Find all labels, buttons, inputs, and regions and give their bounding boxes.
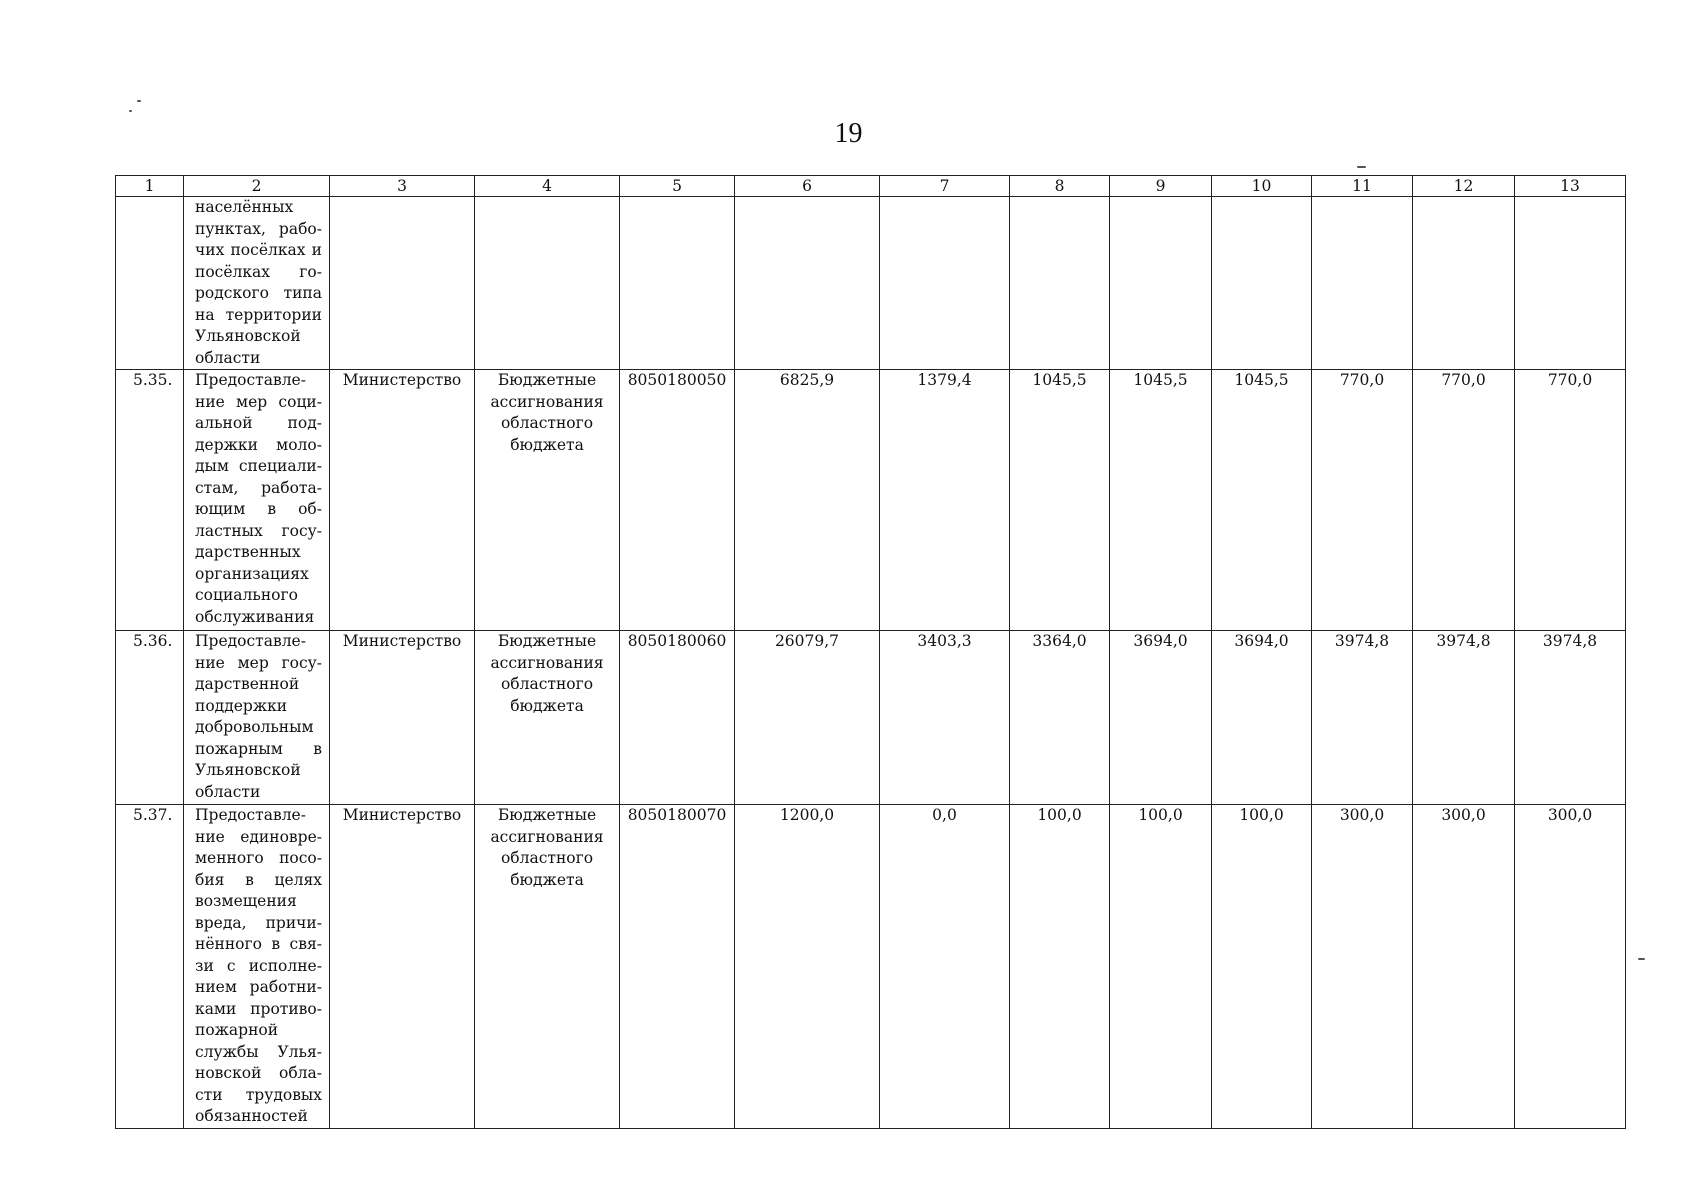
value-cell: 0,0 (880, 805, 1010, 1129)
value-cell: 300,0 (1515, 805, 1626, 1129)
scan-speck (1357, 166, 1366, 168)
column-header: 4 (475, 176, 620, 197)
value-cell: 770,0 (1515, 370, 1626, 631)
budget-code-cell: 8050180050 (620, 370, 735, 631)
value-cell: 3364,0 (1010, 631, 1110, 805)
budget-code-cell: 8050180070 (620, 805, 735, 1129)
executor-cell: Министерство (330, 370, 475, 631)
executor-cell: Министерство (330, 631, 475, 805)
value-cell: 3403,3 (880, 631, 1010, 805)
column-header: 1 (116, 176, 184, 197)
value-cell: 770,0 (1413, 370, 1515, 631)
value-cell: 3974,8 (1515, 631, 1626, 805)
value-cell: 1045,5 (1212, 370, 1312, 631)
value-cell: 3694,0 (1212, 631, 1312, 805)
scan-speck (1638, 958, 1645, 960)
value-cell: 1379,4 (880, 370, 1010, 631)
value-cell: 300,0 (1312, 805, 1413, 1129)
table-row (116, 370, 1626, 631)
column-header: 10 (1212, 176, 1312, 197)
value-cell: 100,0 (1010, 805, 1110, 1129)
value-cell: 100,0 (1110, 805, 1212, 1129)
column-header: 5 (620, 176, 735, 197)
column-header: 12 (1413, 176, 1515, 197)
row-number: 5.37. (116, 805, 184, 1129)
funding-source-cell: Бюджетные ассигнования областного бюджета (475, 805, 620, 1129)
row-number (116, 197, 184, 370)
value-cell (1515, 197, 1626, 370)
funding-source-cell: Бюджетные ассигнования областного бюджета (475, 370, 620, 631)
value-cell (1010, 197, 1110, 370)
value-cell: 26079,7 (735, 631, 880, 805)
value-cell (1413, 197, 1515, 370)
column-header: 11 (1312, 176, 1413, 197)
value-cell (1312, 197, 1413, 370)
table-row (116, 805, 1626, 1129)
table-row (116, 197, 1626, 370)
budget-code-cell (620, 197, 735, 370)
table-header-row (116, 176, 1626, 197)
value-cell: 770,0 (1312, 370, 1413, 631)
funding-source-cell (475, 197, 620, 370)
column-header: 6 (735, 176, 880, 197)
value-cell (735, 197, 880, 370)
value-cell: 3974,8 (1312, 631, 1413, 805)
page-number: 19 (834, 118, 863, 149)
column-header: 13 (1515, 176, 1626, 197)
value-cell: 300,0 (1413, 805, 1515, 1129)
value-cell: 1045,5 (1010, 370, 1110, 631)
measure-description: Предоставление единовременного пособия в целях возмещения вреда, причинённого в связи с исполнением работниками противопожарной службы Ульяновской области трудовых обязанностей (184, 805, 330, 1129)
column-header: 7 (880, 176, 1010, 197)
table-row (116, 631, 1626, 805)
scan-speck (137, 100, 141, 102)
value-cell: 1045,5 (1110, 370, 1212, 631)
row-number: 5.35. (116, 370, 184, 631)
measure-description: Предоставление мер социальной поддержки молодым специалистам, работающим в областных государственных организациях социального обслуживания (184, 370, 330, 631)
value-cell (880, 197, 1010, 370)
executor-cell: Министерство (330, 805, 475, 1129)
funding-source-cell: Бюджетные ассигнования областного бюджета (475, 631, 620, 805)
value-cell: 100,0 (1212, 805, 1312, 1129)
value-cell: 6825,9 (735, 370, 880, 631)
budget-code-cell: 8050180060 (620, 631, 735, 805)
measure-description: Предоставление мер государственной поддержки добровольным пожарным в Ульяновской области (184, 631, 330, 805)
column-header: 3 (330, 176, 475, 197)
value-cell (1212, 197, 1312, 370)
executor-cell (330, 197, 475, 370)
value-cell: 3694,0 (1110, 631, 1212, 805)
measure-description: населённых пунктах, рабочих посёлках и посёлках городского типа на территории Ульяновской области (184, 197, 330, 370)
column-header: 8 (1010, 176, 1110, 197)
value-cell: 1200,0 (735, 805, 880, 1129)
scan-speck (129, 110, 132, 112)
row-number: 5.36. (116, 631, 184, 805)
budget-table (115, 175, 1626, 1129)
column-header: 9 (1110, 176, 1212, 197)
column-header: 2 (184, 176, 330, 197)
value-cell: 3974,8 (1413, 631, 1515, 805)
value-cell (1110, 197, 1212, 370)
